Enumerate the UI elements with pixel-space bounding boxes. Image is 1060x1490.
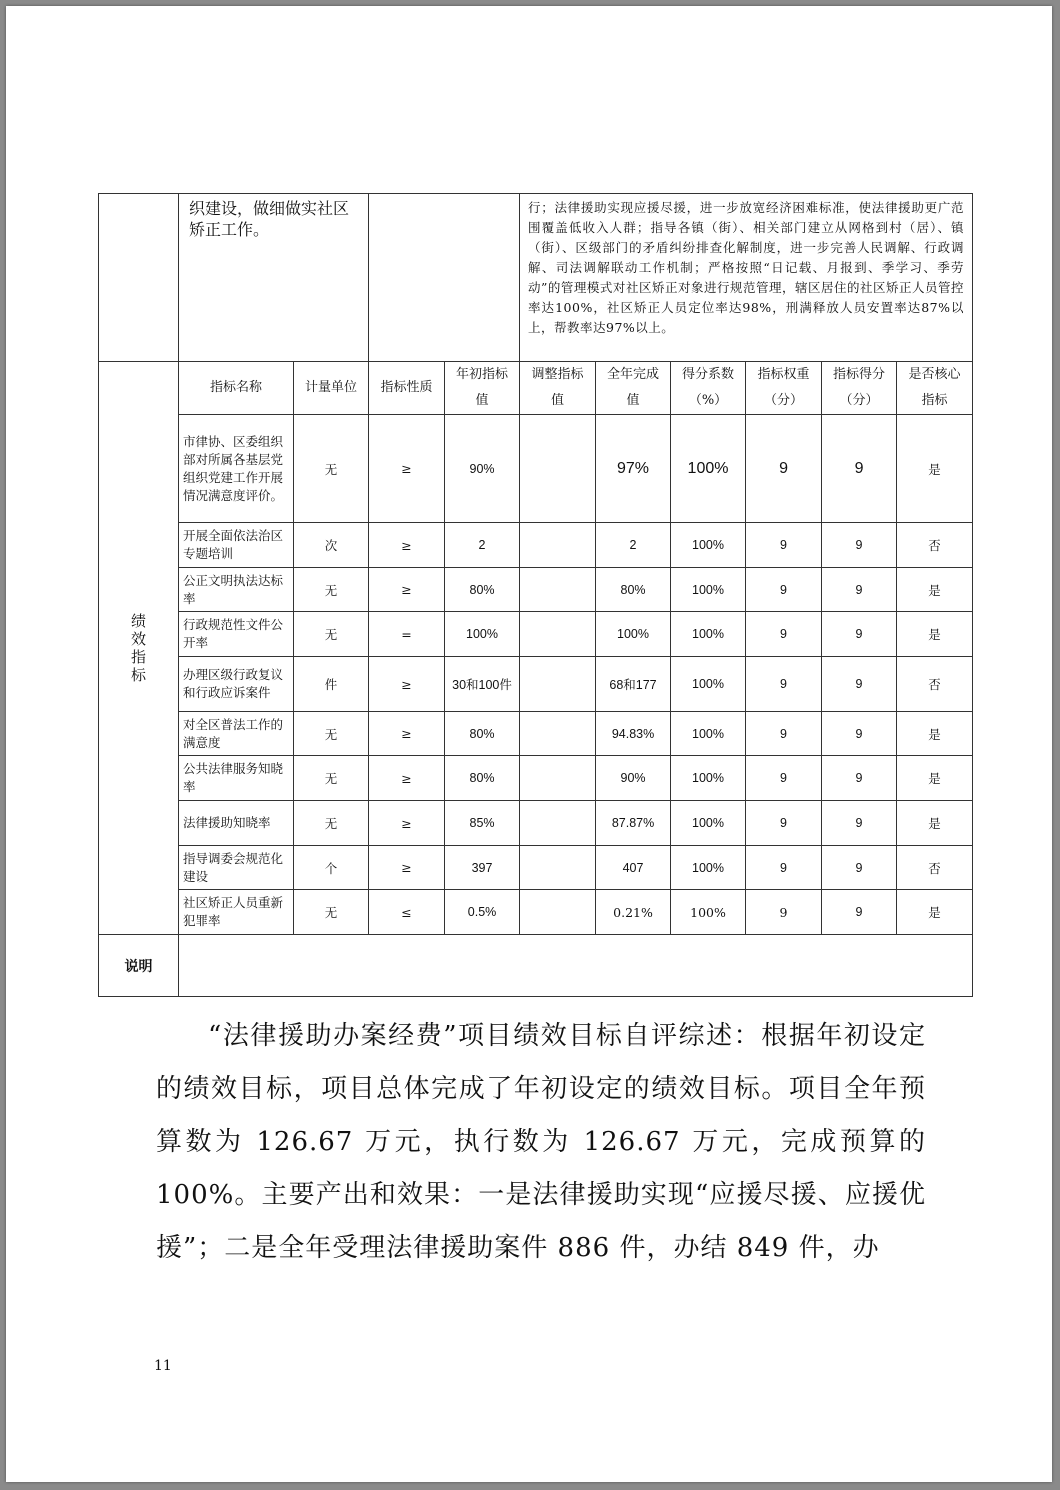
cell-score: 9 [822,756,897,801]
summary-paragraph [156,1010,926,1275]
cell-unit: 无 [294,415,369,523]
header-line-2: 值 [626,393,640,408]
page-number: 11 [154,1358,172,1374]
cell-core: 否 [897,523,973,568]
header-line-1: 指标名称 [209,380,262,395]
cell-target: 90% [445,415,520,523]
cell-weight: 9 [746,890,822,935]
table-row [99,756,973,801]
cell-actual: 90% [596,756,671,801]
cell-weight: 9 [746,568,822,612]
cell-core: 否 [897,657,973,712]
top-row [99,194,973,362]
cell-name: 市律协、区委组织部对所属各基层党组织党建工作开展情况满意度评价。 [179,415,294,523]
cell-adjusted [520,612,596,657]
cell-coef: 100% [671,523,746,568]
header-line-2: 值 [551,393,565,408]
cell-target: 80% [445,712,520,756]
cell-actual: 97% [596,415,671,523]
cell-weight: 9 [746,801,822,846]
cell-nature: ≥ [369,657,445,712]
cell-actual: 80% [596,568,671,612]
cell-coef: 100% [671,712,746,756]
header-cell [746,362,822,415]
cell-weight: 9 [746,415,822,523]
header-line-1: 计量单位 [305,380,358,395]
cell-weight: 9 [746,523,822,568]
table-row [99,846,973,890]
cell-coef: 100% [671,756,746,801]
cell-core: 是 [897,712,973,756]
cell-adjusted [520,890,596,935]
cell-adjusted [520,568,596,612]
cell-coef: 100% [671,846,746,890]
cell-actual: 68和177 [596,657,671,712]
cell-score: 9 [822,415,897,523]
table-row [99,657,973,712]
header-line-2: 值 [475,393,489,408]
cell-score: 9 [822,846,897,890]
header-cell [369,362,445,415]
cell-core: 是 [897,612,973,657]
header-line-2: （%） [688,393,728,408]
cell-actual: 87.87% [596,801,671,846]
cell-actual: 94.83% [596,712,671,756]
table-row [99,712,973,756]
cell-adjusted [520,657,596,712]
cell-target: 85% [445,801,520,846]
cell-target: 80% [445,756,520,801]
header-line-2: （分） [839,393,879,408]
cell-unit: 无 [294,568,369,612]
header-line-1: 是否核心 [908,367,961,382]
cell-target: 2 [445,523,520,568]
cell-actual: 100% [596,612,671,657]
cell-nature: ≥ [369,415,445,523]
header-cell [822,362,897,415]
cell-core: 是 [897,890,973,935]
cell-adjusted [520,712,596,756]
cell-name: 办理区级行政复议和行政应诉案件 [179,657,294,712]
cell-score: 9 [822,890,897,935]
top-row-left-text: 织建设，做细做实社区矫正工作。 [179,194,369,362]
note-label: 说明 [99,935,179,997]
header-cell [445,362,520,415]
cell-unit: 次 [294,523,369,568]
cell-coef: 100% [671,612,746,657]
cell-nature: ≥ [369,801,445,846]
table-row [99,568,973,612]
header-line-1: 指标性质 [380,380,433,395]
header-row [99,362,973,415]
table-row [99,890,973,935]
cell-unit: 个 [294,846,369,890]
cell-name: 公正文明执法达标率 [179,568,294,612]
cell-score: 9 [822,657,897,712]
cell-nature: ≥ [369,568,445,612]
header-cell [596,362,671,415]
header-cell [179,362,294,415]
cell-coef: 100% [671,801,746,846]
header-line-1: 指标得分 [833,367,886,382]
cell-actual: 2 [596,523,671,568]
cell-core: 是 [897,415,973,523]
cell-weight: 9 [746,657,822,712]
cell-adjusted [520,523,596,568]
cell-adjusted [520,846,596,890]
cell-unit: 无 [294,712,369,756]
header-line-1: 全年完成 [607,367,660,382]
table-row [99,523,973,568]
cell-target: 100% [445,612,520,657]
top-row-middle-cell [369,194,520,362]
header-cell [671,362,746,415]
cell-nature: ≤ [369,890,445,935]
cell-core: 是 [897,801,973,846]
table-row [99,801,973,846]
table-row [99,612,973,657]
cell-coef: 100% [671,657,746,712]
cell-weight: 9 [746,712,822,756]
cell-nature: ≥ [369,846,445,890]
cell-unit: 无 [294,801,369,846]
cell-unit: 无 [294,890,369,935]
cell-name: 法律援助知晓率 [179,801,294,846]
cell-adjusted [520,801,596,846]
header-line-2: 指标 [921,393,948,408]
cell-nature: ≥ [369,523,445,568]
cell-coef: 100% [671,890,746,935]
performance-table [98,193,973,997]
cell-core: 是 [897,568,973,612]
cell-adjusted [520,756,596,801]
header-line-2: （分） [764,393,804,408]
cell-name: 行政规范性文件公开率 [179,612,294,657]
cell-actual: 407 [596,846,671,890]
cell-weight: 9 [746,612,822,657]
section-label: 绩效指标 [130,612,146,684]
note-value [179,935,973,997]
cell-target: 30和100件 [445,657,520,712]
cell-nature: ≥ [369,756,445,801]
header-cell [520,362,596,415]
cell-core: 否 [897,846,973,890]
header-cell [897,362,973,415]
cell-score: 9 [822,568,897,612]
section-label-cell [99,362,179,935]
header-cell [294,362,369,415]
cell-weight: 9 [746,756,822,801]
header-line-1: 指标权重 [757,367,810,382]
cell-name: 对全区普法工作的满意度 [179,712,294,756]
document-page [6,6,1052,1482]
cell-adjusted [520,415,596,523]
cell-score: 9 [822,523,897,568]
top-row-right-text: 行；法律援助实现应援尽援，进一步放宽经济困难标准，使法律援助更广范围覆盖低收入人群；指导各镇（街）、相关部门建立从网格到村（居）、镇（街）、区级部门的矛盾纠纷排查化解制度，进一步完善人民调解、行政调解、司法调解联动工作机制；严格按照“日记载、月报到、季学习、季劳动”的管理模式对社区矫正对象进行规范管理，辖区居住的社区矫正人员管控率达100%，社区矫正人员定位率达98%，刑满释放人员安置率达87%以上，帮教率达97%以上。 [520,194,973,362]
cell-score: 9 [822,712,897,756]
cell-name: 社区矫正人员重新犯罪率 [179,890,294,935]
cell-unit: 件 [294,657,369,712]
summary-text: “法律援助办案经费”项目绩效目标自评综述：根据年初设定的绩效目标，项目总体完成了年初设定的绩效目标。项目全年预算数为 126.67 万元，执行数为 126.67 万元，完成预算的 100%。主要产出和效果：一是法律援助实现“应援尽援、应援优援”；二是全年受理法律援助案件 886 件，办结 849 件，办 [156,1021,926,1263]
header-line-1: 年初指标 [456,367,509,382]
table-row [99,415,973,523]
cell-nature: ≥ [369,712,445,756]
cell-name: 指导调委会规范化建设 [179,846,294,890]
cell-unit: 无 [294,756,369,801]
note-row [99,935,973,997]
cell-name: 公共法律服务知晓率 [179,756,294,801]
cell-score: 9 [822,612,897,657]
cell-coef: 100% [671,415,746,523]
header-line-1: 调整指标 [531,367,584,382]
cell-name: 开展全面依法治区专题培训 [179,523,294,568]
cell-unit: 无 [294,612,369,657]
cell-score: 9 [822,801,897,846]
cell-nature: = [369,612,445,657]
cell-target: 0.5% [445,890,520,935]
top-row-blank-cell [99,194,179,362]
cell-actual: 0.21% [596,890,671,935]
cell-target: 80% [445,568,520,612]
cell-weight: 9 [746,846,822,890]
header-line-1: 得分系数 [682,367,735,382]
cell-core: 是 [897,756,973,801]
cell-target: 397 [445,846,520,890]
cell-coef: 100% [671,568,746,612]
